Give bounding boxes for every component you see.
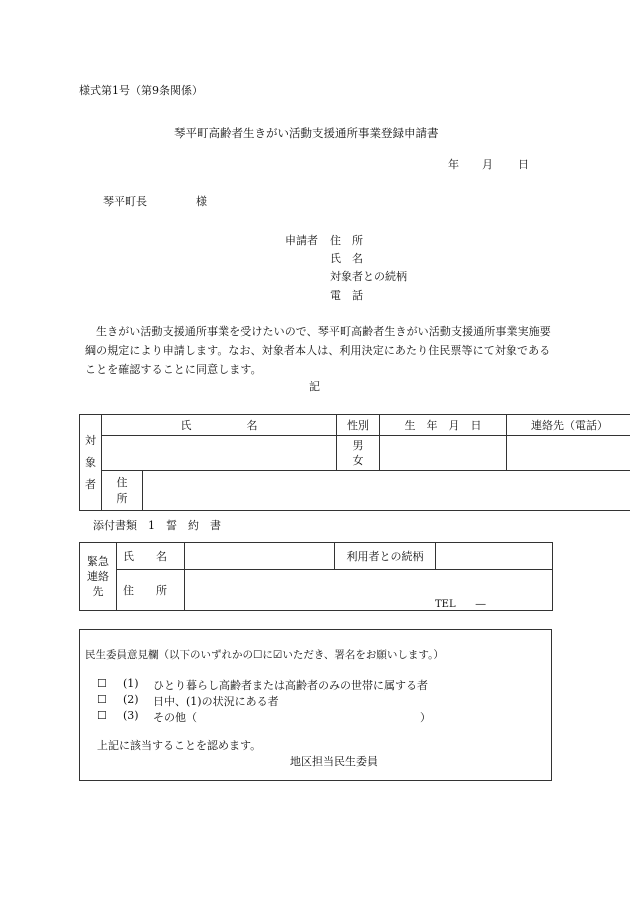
item-2-num: (2) [123, 693, 139, 706]
body-paragraph: 生きがい活動支援通所事業を受けたいので、琴平町高齢者生きがい活動支援通所事業実施要綱の規定により申請します。なお、対象者本人は、利用決定にあたり住民票等にて対象であることを確認することに同意します。 [85, 325, 551, 376]
subject-birth-header: 生 年 月 日 [380, 415, 507, 436]
note-heading: 記 [309, 380, 320, 393]
attachment-line: 添付書類 1 誓 約 書 [93, 519, 221, 532]
date-year: 年 [448, 158, 459, 171]
subject-table [79, 414, 630, 511]
checkbox-1[interactable]: ☐ [97, 677, 107, 690]
subject-side-label: 対 象 者 [80, 415, 102, 511]
applicant-relation: 対象者との続柄 [330, 270, 407, 283]
item-3-num: (3) [123, 709, 139, 722]
form-number: 様式第1号（第9条関係） [79, 84, 203, 97]
item-1-text: ひとり暮らし高齢者または高齢者のみの世帯に属する者 [153, 679, 428, 692]
subject-address-label: 住 所 [102, 471, 143, 511]
item-3-close: ） [420, 711, 431, 724]
commissioner-confirm: 上記に該当することを認めます。 [97, 739, 262, 752]
applicant-label: 申請者 [285, 234, 318, 247]
form-title: 琴平町高齢者生きがい活動支援通所事業登録申請書 [174, 126, 439, 140]
applicant-address: 住 所 [330, 234, 363, 247]
emergency-relation-label: 利用者との続柄 [335, 543, 436, 570]
emergency-name-label: 氏 名 [117, 543, 185, 570]
emergency-tel: TEL ― [435, 599, 486, 610]
subject-name-field[interactable] [102, 436, 337, 471]
checkbox-2[interactable]: ☐ [97, 693, 107, 706]
subject-contact-field[interactable] [507, 436, 630, 471]
commissioner-heading: 民生委員意見欄（以下のいずれかの☐に☑いただき、署名をお願いします。） [85, 649, 444, 661]
commissioner-signer: 地区担当民生委員 [290, 755, 378, 768]
subject-name-header: 氏 名 [102, 415, 337, 436]
emergency-table [79, 542, 553, 611]
subject-gender-field[interactable]: 男 女 [337, 436, 380, 471]
emergency-side-label: 緊急 連絡 先 [80, 543, 117, 611]
subject-contact-header: 連絡先（電話） [507, 415, 630, 436]
item-3-text: その他（ [153, 711, 197, 724]
subject-birth-field[interactable] [380, 436, 507, 471]
item-1-num: (1) [123, 677, 139, 690]
addressee-honorific: 様 [196, 195, 207, 208]
emergency-address-label: 住 所 [117, 570, 185, 611]
subject-address-field[interactable] [143, 471, 630, 511]
subject-gender-header: 性別 [337, 415, 380, 436]
emergency-name-field[interactable] [185, 543, 335, 570]
emergency-address-field[interactable] [185, 570, 553, 611]
item-2-text: 日中、(1)の状況にある者 [153, 695, 279, 708]
applicant-name: 氏 名 [330, 252, 363, 265]
checkbox-3[interactable]: ☐ [97, 709, 107, 722]
date-day: 日 [518, 158, 529, 171]
addressee-name: 琴平町長 [103, 195, 147, 208]
applicant-phone: 電 話 [330, 289, 363, 302]
date-month: 月 [482, 158, 493, 171]
commissioner-box [79, 629, 552, 781]
emergency-relation-field[interactable] [436, 543, 553, 570]
